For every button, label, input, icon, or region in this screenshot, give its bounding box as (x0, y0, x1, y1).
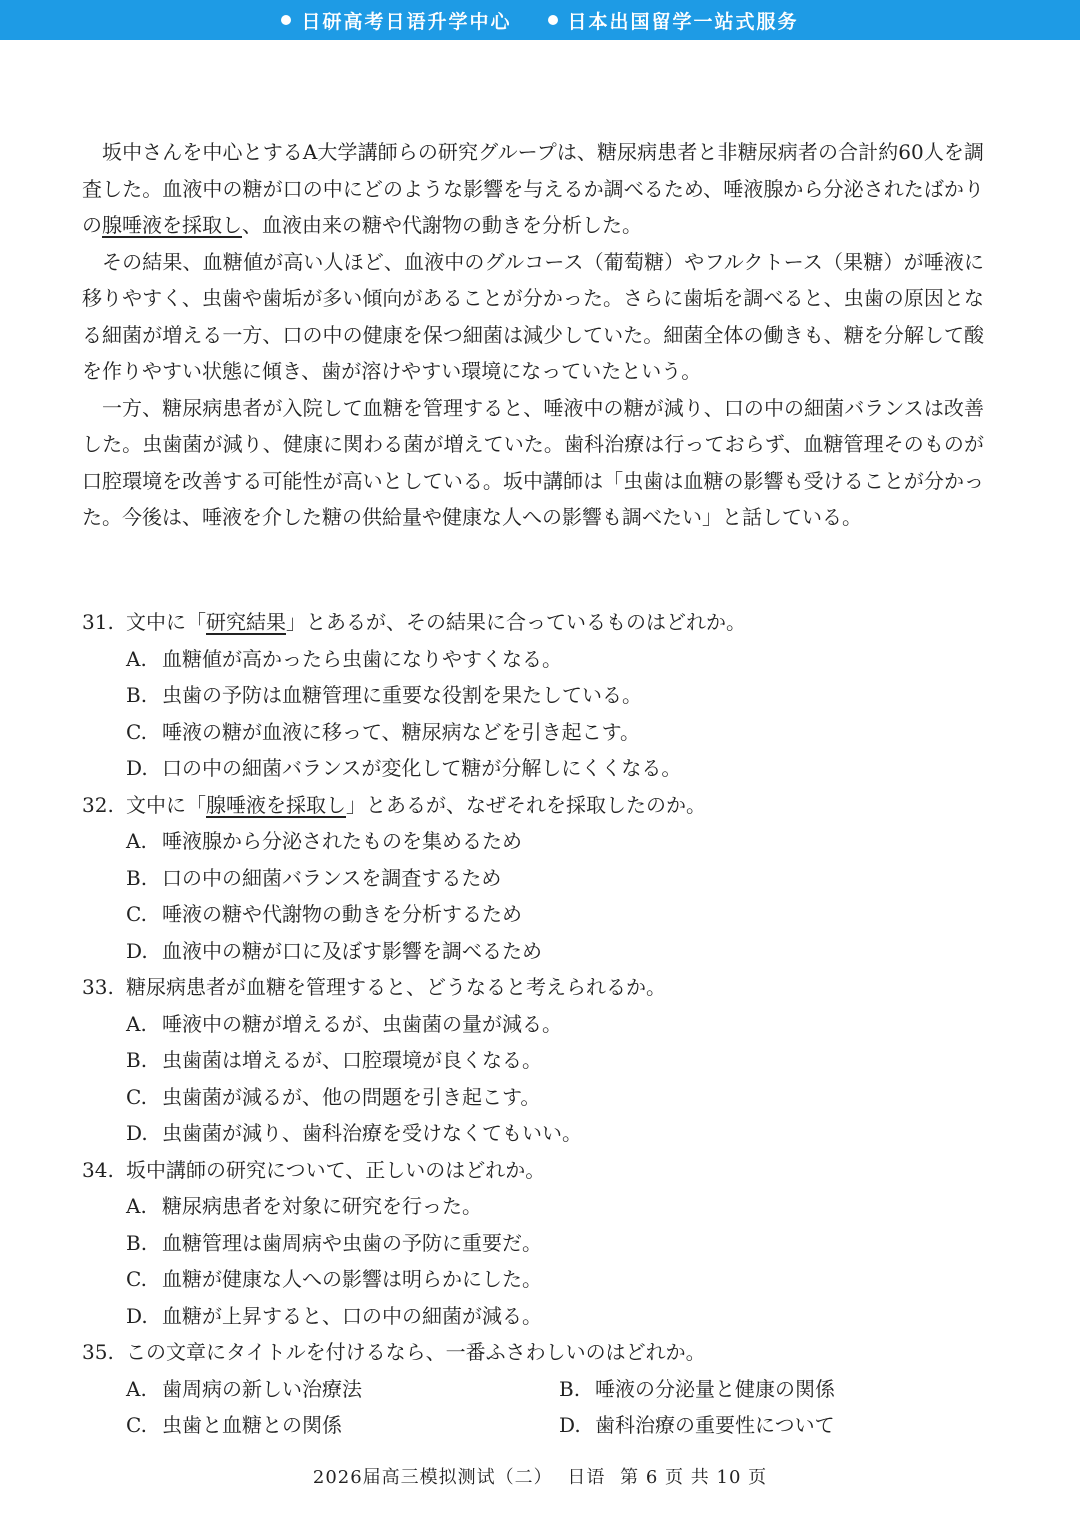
question-stem (82, 787, 984, 824)
option-text: 虫歯菌は増えるが、口腔環境が良くなる。 (162, 1048, 542, 1072)
stem-post: 」とあるが、なぜそれを採取したのか。 (346, 792, 706, 817)
p1-text-before: 坂中さんを中心とするA大学講師らの研究グループは、糖尿病患者と非糖尿病者の合計約60人を調査した。血液中の糖が口の中にどのような影響を与えるか調べるため、唾液腺から分泌されたばかりの (82, 140, 984, 237)
question-34 (82, 1152, 984, 1335)
footer-page-number: 第 6 页 共 10 页 (620, 1467, 768, 1488)
option-text: 血液中の糖が口に及ぼす影響を調べるため (162, 938, 542, 963)
stem-underlined: 腺唾液を採取し (206, 792, 346, 817)
option-letter: B. (126, 1048, 148, 1072)
option-letter: B. (126, 865, 148, 890)
option-text: 歯周病の新しい治療法 (162, 1376, 362, 1401)
option-text: 口の中の細菌バランスを調査するため (162, 865, 502, 890)
option-text: 血糖値が高かったら虫歯になりやすくなる。 (162, 646, 562, 671)
reading-passage (82, 134, 984, 536)
option-letter: B. (559, 1376, 581, 1401)
option-a (82, 1006, 984, 1043)
option-letter: D. (126, 1303, 148, 1328)
option-letter: C. (126, 1413, 147, 1437)
option-text: 唾液の分泌量と健康の関係 (595, 1376, 835, 1401)
option-text: 唾液中の糖が増えるが、虫歯菌の量が減る。 (162, 1011, 562, 1036)
option-letter: B. (126, 1230, 148, 1255)
footer-subject: 日语 (567, 1467, 606, 1488)
question-number: 35. (82, 1340, 114, 1364)
option-text: 唾液の糖や代謝物の動きを分析するため (162, 902, 522, 926)
stem-post: 」とあるが、その結果に合っているものはどれか。 (286, 610, 746, 634)
option-d (82, 933, 984, 970)
bullet-dot-icon (548, 15, 558, 25)
question-stem (82, 1334, 984, 1371)
option-text: 血糖が健康な人への影響は明らかにした。 (162, 1267, 542, 1291)
option-a (82, 823, 984, 860)
option-text: 唾液の糖が血液に移って、糖尿病などを引き起こす。 (162, 719, 640, 744)
questions-section (82, 604, 984, 1444)
option-d (82, 1298, 984, 1335)
footer-exam-title: 2026届高三模拟测试（二） (312, 1467, 553, 1488)
p1-text-after: 、血液由来の糖や代謝物の動きを分析した。 (242, 213, 642, 237)
option-c (82, 714, 984, 751)
option-a (126, 1371, 559, 1408)
option-letter: C. (126, 902, 147, 926)
option-b (559, 1371, 992, 1408)
option-letter: D. (126, 938, 148, 963)
option-text: 虫歯の予防は血糖管理に重要な役割を果たしている。 (162, 683, 642, 707)
option-letter: A. (126, 646, 147, 671)
passage-paragraph-1 (82, 134, 984, 244)
option-d (82, 750, 984, 787)
option-letter: A. (126, 829, 147, 853)
option-d (559, 1407, 992, 1444)
banner-item-left (281, 7, 511, 34)
question-32 (82, 787, 984, 970)
option-text: 歯科治療の重要性について (595, 1413, 835, 1437)
options-grid (82, 1371, 984, 1444)
header-banner (0, 0, 1080, 40)
question-number: 34. (82, 1157, 114, 1182)
option-letter: A. (126, 1011, 147, 1036)
option-letter: C. (126, 1267, 147, 1291)
option-letter: D. (126, 1121, 148, 1145)
stem-text: 糖尿病患者が血糖を管理すると、どうなると考えられるか。 (126, 975, 666, 999)
option-letter: D. (559, 1413, 581, 1437)
option-text: 口の中の細菌バランスが変化して糖が分解しにくくなる。 (162, 756, 682, 780)
option-letter: B. (126, 683, 148, 707)
question-stem (82, 969, 984, 1006)
passage-paragraph-2: その結果、血糖値が高い人ほど、血液中のグルコース（葡萄糖）やフルクトース（果糖）が唾液に移りやすく、虫歯や歯垢が多い傾向があることが分かった。さらに歯垢を調べると、虫歯の原因となる細菌が増える一方、口の中の健康を保つ細菌は減少していた。細菌全体の働きも、糖を分解して酸を作りやすい状態に傾き、歯が溶けやすい環境になっていたという。 (82, 249, 984, 383)
banner-right-text: 日本出国留学一站式服务 (567, 10, 799, 33)
stem-pre: 文中に「 (126, 610, 206, 634)
option-c (82, 1261, 984, 1298)
bullet-dot-icon (281, 15, 291, 25)
question-number: 33. (82, 975, 114, 999)
option-letter: C. (126, 719, 147, 744)
option-b (82, 677, 984, 714)
question-stem (82, 604, 984, 641)
option-c (82, 896, 984, 933)
option-text: 血糖が上昇すると、口の中の細菌が減る。 (162, 1303, 542, 1328)
question-stem (82, 1152, 984, 1189)
banner-item-right (548, 7, 799, 34)
question-31 (82, 604, 984, 787)
option-text: 糖尿病患者を対象に研究を行った。 (162, 1194, 482, 1218)
option-text: 虫歯菌が減るが、他の問題を引き起こす。 (162, 1084, 541, 1109)
option-c (126, 1407, 559, 1444)
question-35 (82, 1334, 984, 1444)
question-number: 32. (82, 792, 114, 817)
option-text: 虫歯と血糖との関係 (162, 1413, 342, 1437)
stem-underlined: 研究結果 (206, 610, 286, 634)
option-text: 虫歯菌が減り、歯科治療を受けなくてもいい。 (162, 1121, 582, 1145)
option-b (82, 860, 984, 897)
option-b (82, 1225, 984, 1262)
question-33 (82, 969, 984, 1152)
option-c (82, 1079, 984, 1116)
option-letter: A. (126, 1194, 147, 1218)
option-letter: C. (126, 1084, 147, 1109)
option-b (82, 1042, 984, 1079)
option-a (82, 1188, 984, 1225)
option-a (82, 641, 984, 678)
p1-underlined-phrase: 腺唾液を採取し (102, 213, 242, 237)
stem-text: 坂中講師の研究について、正しいのはどれか。 (126, 1157, 546, 1182)
passage-paragraph-3: 一方、糖尿病患者が入院して血糖を管理すると、唾液中の糖が減り、口の中の細菌バランスは改善した。虫歯菌が減り、健康に関わる菌が増えていた。歯科治療は行っておらず、血糖管理そのものが口腔環境を改善する可能性が高いとしている。坂中講師は「虫歯は血糖の影響も受けることが分かった。今後は、唾液を介した糖の供給量や健康な人への影響も調べたい」と話している。 (82, 395, 984, 529)
option-text: 唾液腺から分泌されたものを集めるため (162, 829, 522, 853)
page-footer (0, 1463, 1080, 1489)
stem-text: この文章にタイトルを付けるなら、一番ふさわしいのはどれか。 (126, 1340, 706, 1364)
question-number: 31. (82, 610, 114, 634)
option-d (82, 1115, 984, 1152)
option-letter: A. (126, 1376, 147, 1401)
option-letter: D. (126, 756, 148, 780)
option-text: 血糖管理は歯周病や虫歯の予防に重要だ。 (162, 1230, 542, 1255)
stem-pre: 文中に「 (126, 792, 206, 817)
banner-left-text: 日研高考日语升学中心 (301, 10, 512, 33)
